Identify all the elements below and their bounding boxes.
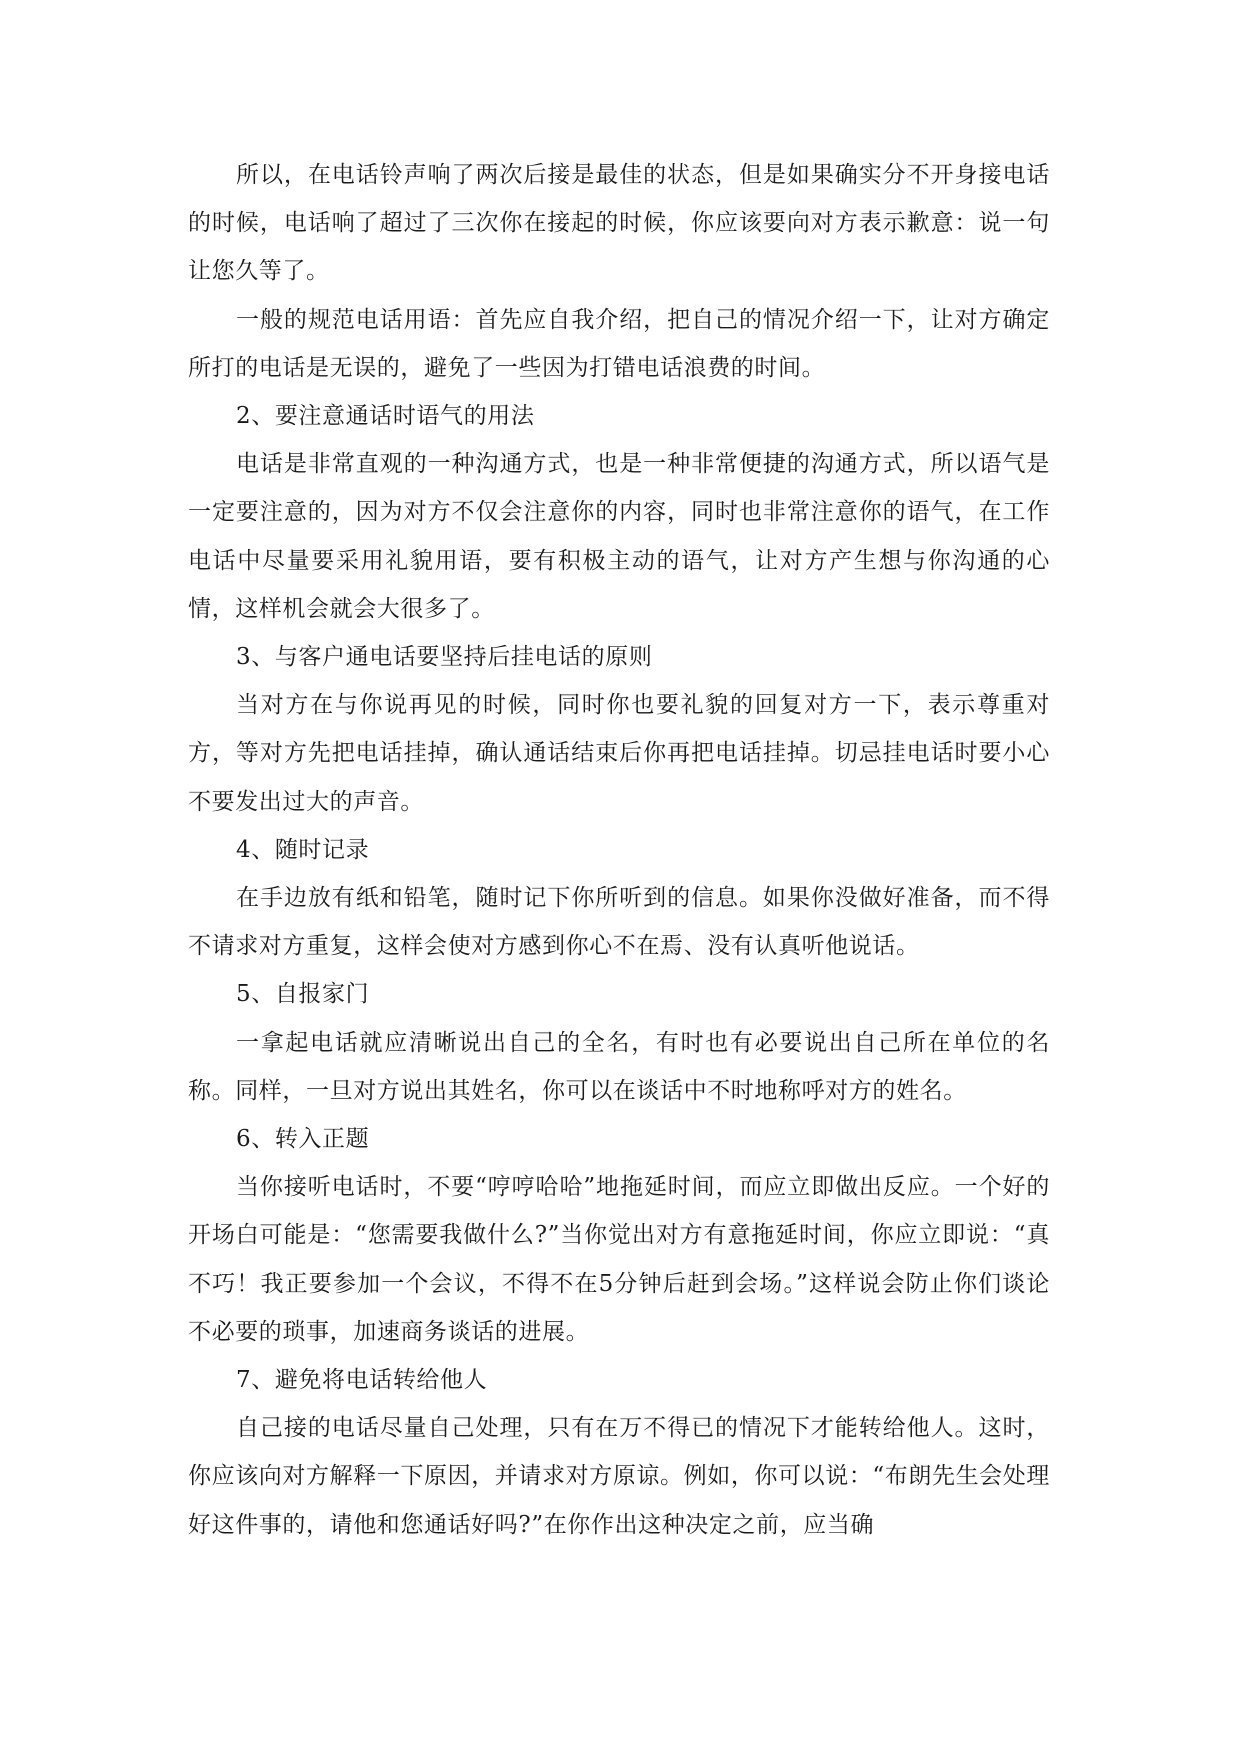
heading-hang-up-last: 3、与客户通电话要坚持后挂电话的原则 — [236, 644, 653, 671]
heading-introduce-yourself: 5、自报家门 — [236, 981, 370, 1008]
document-body — [188, 151, 1050, 1549]
heading-get-to-the-point: 6、转入正题 — [236, 1126, 370, 1153]
paragraph-get-to-the-point: 当你接听电话时，不要“哼哼哈哈”地拖延时间，而应立即做出反应。一个好的开场白可能是：“您需要我做什么?”当你觉出对方有意拖延时间，你应立即说：“真不巧！我正要参加一个会议，不得不在5分钟后赶到会场。”这样说会防止你们谈论不必要的琐事，加速商务谈话的进展。 — [188, 1174, 1050, 1345]
heading-tone-usage: 2、要注意通话时语气的用法 — [236, 403, 535, 430]
paragraph-tone-usage: 电话是非常直观的一种沟通方式，也是一种非常便捷的沟通方式，所以语气是一定要注意的，因为对方不仅会注意你的内容，同时也非常注意你的语气，在工作电话中尽量要采用礼貌用语，要有积极主动的语气，让对方产生想与你沟通的心情，这样机会就会大很多了。 — [188, 451, 1050, 622]
paragraph-take-notes: 在手边放有纸和铅笔，随时记下你所听到的信息。如果你没做好准备，而不得不请求对方重复，这样会使对方感到你心不在焉、没有认真听他说话。 — [188, 885, 1050, 960]
paragraph-hang-up-last: 当对方在与你说再见的时候，同时你也要礼貌的回复对方一下，表示尊重对方，等对方先把电话挂掉，确认通话结束后你再把电话挂掉。切忌挂电话时要小心不要发出过大的声音。 — [188, 692, 1050, 815]
heading-avoid-transfers: 7、避免将电话转给他人 — [236, 1367, 488, 1394]
heading-take-notes: 4、随时记录 — [236, 836, 370, 863]
paragraph-standard-phone-phrases: 一般的规范电话用语：首先应自我介绍，把自己的情况介绍一下，让对方确定所打的电话是无误的，避免了一些因为打错电话浪费的时间。 — [188, 306, 1050, 381]
paragraph-phone-ring-timing: 所以，在电话铃声响了两次后接是最佳的状态，但是如果确实分不开身接电话的时候，电话响了超过了三次你在接起的时候，你应该要向对方表示歉意：说一句让您久等了。 — [188, 162, 1050, 285]
paragraph-avoid-transfers: 自己接的电话尽量自己处理，只有在万不得已的情况下才能转给他人。这时，你应该向对方解释一下原因，并请求对方原谅。例如，你可以说：“布朗先生会处理好这件事的，请他和您通话好吗?”在你作出这种决定之前，应当确 — [188, 1415, 1050, 1538]
paragraph-introduce-yourself: 一拿起电话就应清晰说出自己的全名，有时也有必要说出自己所在单位的名称。同样，一旦对方说出其姓名，你可以在谈话中不时地称呼对方的姓名。 — [188, 1029, 1050, 1104]
